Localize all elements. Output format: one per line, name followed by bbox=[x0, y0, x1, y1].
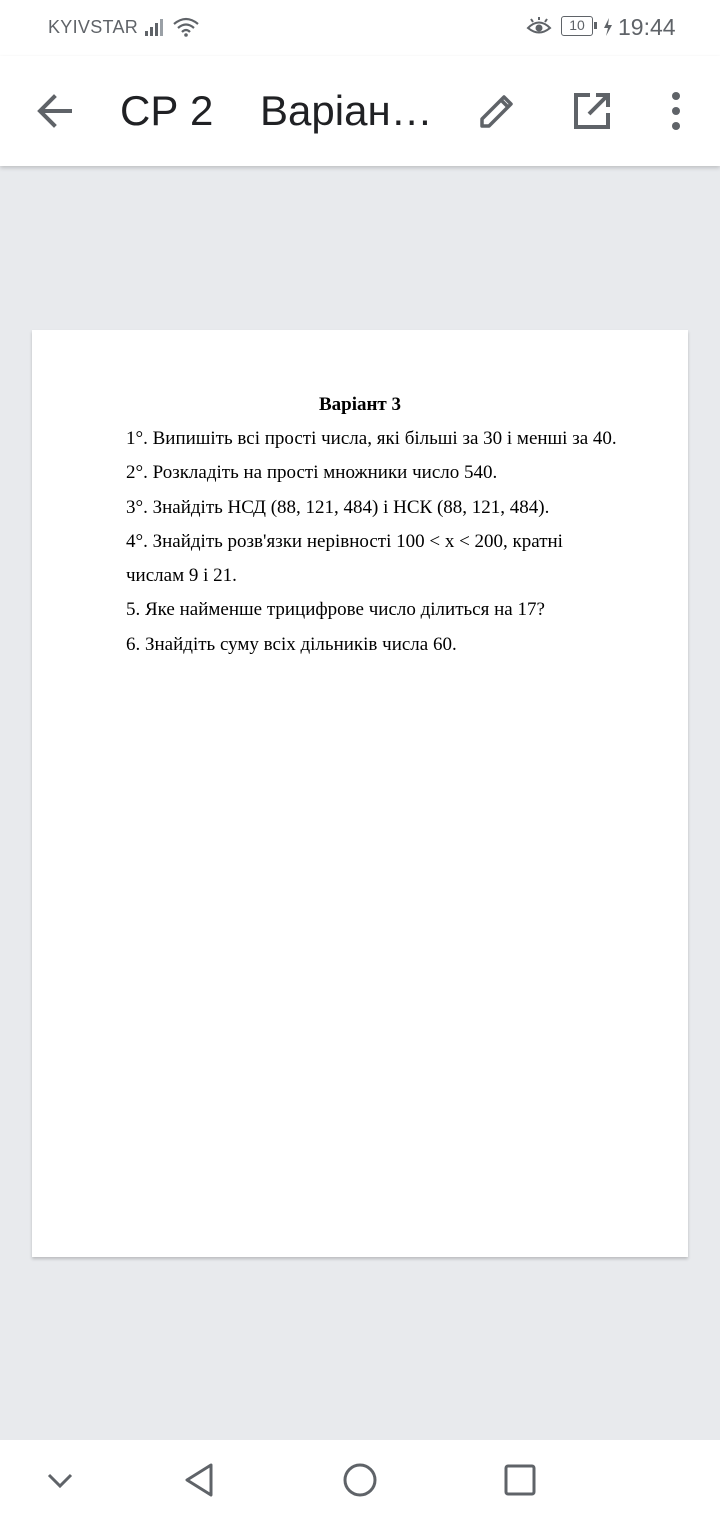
charging-bolt-icon bbox=[602, 17, 614, 37]
task-4-continued: числам 9 і 21. bbox=[126, 565, 237, 586]
back-triangle-icon[interactable] bbox=[178, 1458, 222, 1502]
variant-title: Варіант 3 bbox=[318, 394, 402, 415]
status-bar bbox=[0, 0, 720, 56]
status-time: 19:44 bbox=[618, 14, 676, 40]
back-arrow-icon[interactable] bbox=[30, 86, 80, 136]
home-circle-icon[interactable] bbox=[338, 1458, 382, 1502]
collapse-chevron-icon[interactable] bbox=[38, 1458, 82, 1502]
task-2: 2°. Розкладіть на прості множники число 540. bbox=[126, 462, 498, 483]
wifi-icon bbox=[172, 16, 200, 38]
battery-level: 10 bbox=[569, 17, 585, 33]
document-page bbox=[32, 330, 688, 1257]
system-nav-bar bbox=[0, 1440, 720, 1520]
task-3: 3°. Знайдіть НСД (88, 121, 484) і НСК (88, 121, 484). bbox=[126, 497, 550, 518]
task-5: 5. Яке найменше трицифрове число ділиться на 17? bbox=[126, 599, 545, 620]
carrier-name: KYIVSTAR bbox=[48, 17, 139, 37]
open-in-new-icon[interactable] bbox=[567, 86, 617, 136]
eye-comfort-icon bbox=[526, 17, 552, 37]
more-vert-icon[interactable] bbox=[660, 86, 692, 136]
recents-square-icon[interactable] bbox=[498, 1458, 542, 1502]
battery-icon bbox=[561, 16, 593, 36]
task-1: 1°. Випишіть всі прості числа, які більші за 30 і менші за 40. bbox=[126, 428, 617, 449]
document-title: СР 2 Варіан… bbox=[120, 87, 433, 134]
pencil-icon[interactable] bbox=[472, 86, 522, 136]
task-6: 6. Знайдіть суму всіх дільників числа 60. bbox=[126, 634, 457, 655]
signal-icon bbox=[143, 16, 167, 38]
app-bar bbox=[0, 56, 720, 166]
task-4: 4°. Знайдіть розв'язки нерівності 100 < x < 200, кратні bbox=[126, 531, 563, 552]
